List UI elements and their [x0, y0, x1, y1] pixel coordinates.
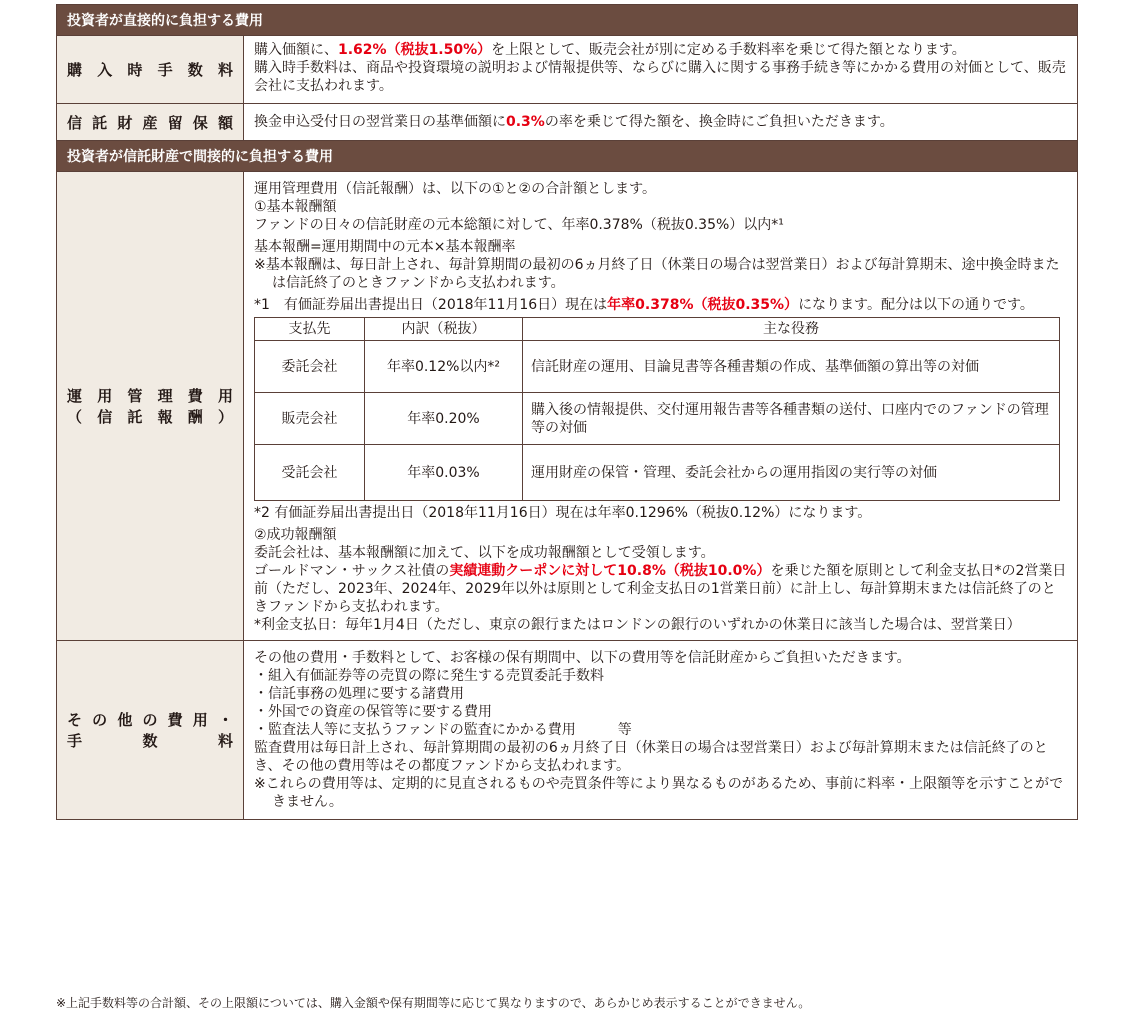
label-char: （ [67, 408, 83, 426]
label-char: の [142, 711, 158, 729]
purchase-fee-rate: 1.62%（税抜1.50%） [338, 42, 492, 58]
table-row: 受託会社 年率0.03% 運用財産の保管・管理、委託会社からの運用指図の実行等の対価 [255, 445, 1060, 501]
purchase-fee-content: 購入価額に、1.62%（税抜1.50%）を上限として、販売会社が別に定める手数料率を乗じて得た額となります。 購入時手数料は、商品や投資環境の説明および情報提供等、ならびに購入に関する事務手続き等にかかる費用の対価として、販売会社に支払われます。 [244, 36, 1078, 104]
list-item: ・組入有価証券等の売買の際に発生する売買委託手数料 [254, 668, 604, 684]
trust-reserve-label [57, 104, 244, 141]
label-char: 料 [217, 732, 233, 750]
fee-table [56, 4, 1078, 820]
management-fee-content: 運用管理費用（信託報酬）は、以下の①と②の合計額とします。 ①基本報酬額 ファンドの日々の信託財産の元本総額に対して、年率0.378%（税抜0.35%）以内*¹ 基本報酬=運用期間中の元本×基本報酬率 ※基本報酬は、毎日計上され、毎計算期間の最初の6ヵ月終了日（休業日の場合は翌営業日）および毎計算期末、途中換金時または信託終了のときファンドから支払われます。 *1 有価証券届出書提出日（2018年11月16日）現在は年率0.378%（税抜0.35%）になります。配分は以下の通りです。 支払先 内訳（税抜） 主な役務 委託会社 年率0.12%以内*² 信託財産の運用、目論見書等各種書類の作成、基準価額の算出等の対価 販売会社 年率0.20% 購入後の情報提供、交付運用報告書等各種書類の送付、口座内でのファンドの管理等の対価 受託会社 年率0.03% 運用財産の保管・管理、委託会社からの運用指図の実行等の対価 *2 有価証券届出書提出日（2018年11月16日）現在は年率0.1296%（税抜0.12%）になります。 ②成功報酬額 委託会社は、基本報酬額に加えて、以下を成功報酬額として受領します。 ゴールドマン・サックス社債の実績連動クーポンに対して10.8%（税抜10.0%）を乗じた額を原則として利金支払日*の2営業日前（ただし、2023年、2024年、2029年以外は原則として利金支払日の1営業日前）に計上し、毎計算期末または信託終了のときファンドから支払われます。 *利金支払日：毎年1月4日（ただし、東京の銀行またはロンドンの銀行のいずれかの休業日に該当した場合は、翌営業日） [244, 172, 1078, 641]
purchase-fee-label [57, 36, 244, 104]
section-header-direct: 投資者が直接的に負担する費用 [57, 5, 1078, 36]
list-item: ・信託事務の処理に要する諸費用 [254, 686, 464, 702]
section-header-indirect: 投資者が信託財産で間接的に負担する費用 [57, 141, 1078, 172]
label-char: ） [217, 408, 233, 426]
label-char: 管 [127, 387, 143, 405]
label-char: 費 [187, 387, 203, 405]
management-fee-label [57, 172, 244, 641]
label-char: 他 [117, 711, 133, 729]
label-char: 託 [127, 408, 143, 426]
label-char: 信 [97, 408, 113, 426]
list-item: ・外国での資産の保管等に要する費用 [254, 704, 492, 720]
label-char: 購 [67, 61, 83, 79]
label-char: 理 [157, 387, 173, 405]
trust-reserve-rate: 0.3% [506, 113, 545, 130]
label-char: 用 [192, 711, 208, 729]
label-char: 留 [167, 113, 183, 132]
fee-allocation-table [254, 317, 1060, 501]
label-char: 費 [167, 711, 183, 729]
success-fee-rate: 実績連動クーポンに対して10.8%（税抜10.0%） [449, 563, 771, 579]
label-char: 用 [97, 387, 113, 405]
label-char: 信 [67, 113, 83, 132]
label-char: 入 [97, 61, 113, 79]
label-char: 料 [217, 61, 233, 79]
list-item: ・監査法人等に支払うファンドの監査にかかる費用 等 [254, 722, 632, 738]
label-char: 額 [217, 113, 233, 132]
label-char: 報 [157, 408, 173, 426]
label-char: ・ [217, 711, 233, 729]
label-char: 数 [187, 61, 203, 79]
label-char: そ [67, 711, 83, 729]
label-char: の [92, 711, 108, 729]
row-trust-reserve [57, 104, 1078, 141]
label-char: 託 [92, 113, 108, 132]
col-header-role: 主な役務 [523, 318, 1060, 341]
label-char: 数 [142, 732, 158, 750]
footnote: ※上記手数料等の合計額、その上限額については、購入金額や保有期間等に応じて異なりますので、あらかじめ表示することができません。 [56, 996, 811, 1010]
label-char: 保 [192, 113, 208, 132]
col-header-breakdown: 内訳（税抜） [365, 318, 523, 341]
row-other-fees [57, 641, 1078, 820]
label-char: 運 [67, 387, 83, 405]
label-char: 酬 [187, 408, 203, 426]
row-management-fee [57, 172, 1078, 641]
label-char: 手 [157, 61, 173, 79]
trust-reserve-content: 換金申込受付日の翌営業日の基準価額に0.3%の率を乗じて得た額を、換金時にご負担いただきます。 [244, 104, 1078, 141]
other-fees-content: その他の費用・手数料として、お客様の保有期間中、以下の費用等を信託財産からご負担いただきます。 ・組入有価証券等の売買の際に発生する売買委託手数料 ・信託事務の処理に要する諸費用 ・外国での資産の保管等に要する費用 ・監査法人等に支払うファンドの監査にかかる費用 等 監査費用は毎日計上され、毎計算期間の最初の6ヵ月終了日（休業日の場合は翌営業日）および毎計算期末または信託終了のとき、その他の費用等はその都度ファンドから支払われます。 ※これらの費用等は、定期的に見直されるものや売買条件等により異なるものがあるため、事前に料率・上限額等を示すことができません。 [244, 641, 1078, 820]
table-row: 販売会社 年率0.20% 購入後の情報提供、交付運用報告書等各種書類の送付、口座内でのファンドの管理等の対価 [255, 393, 1060, 445]
row-purchase-fee [57, 36, 1078, 104]
label-char: 手 [67, 732, 83, 750]
table-row: 委託会社 年率0.12%以内*² 信託財産の運用、目論見書等各種書類の作成、基準価額の算出等の対価 [255, 341, 1060, 393]
other-fees-label [57, 641, 244, 820]
col-header-payee: 支払先 [255, 318, 365, 341]
label-char: 財 [117, 113, 133, 132]
label-char: 時 [127, 61, 143, 79]
label-char: 産 [142, 113, 158, 132]
label-char: 用 [217, 387, 233, 405]
fee-document [56, 4, 1078, 820]
